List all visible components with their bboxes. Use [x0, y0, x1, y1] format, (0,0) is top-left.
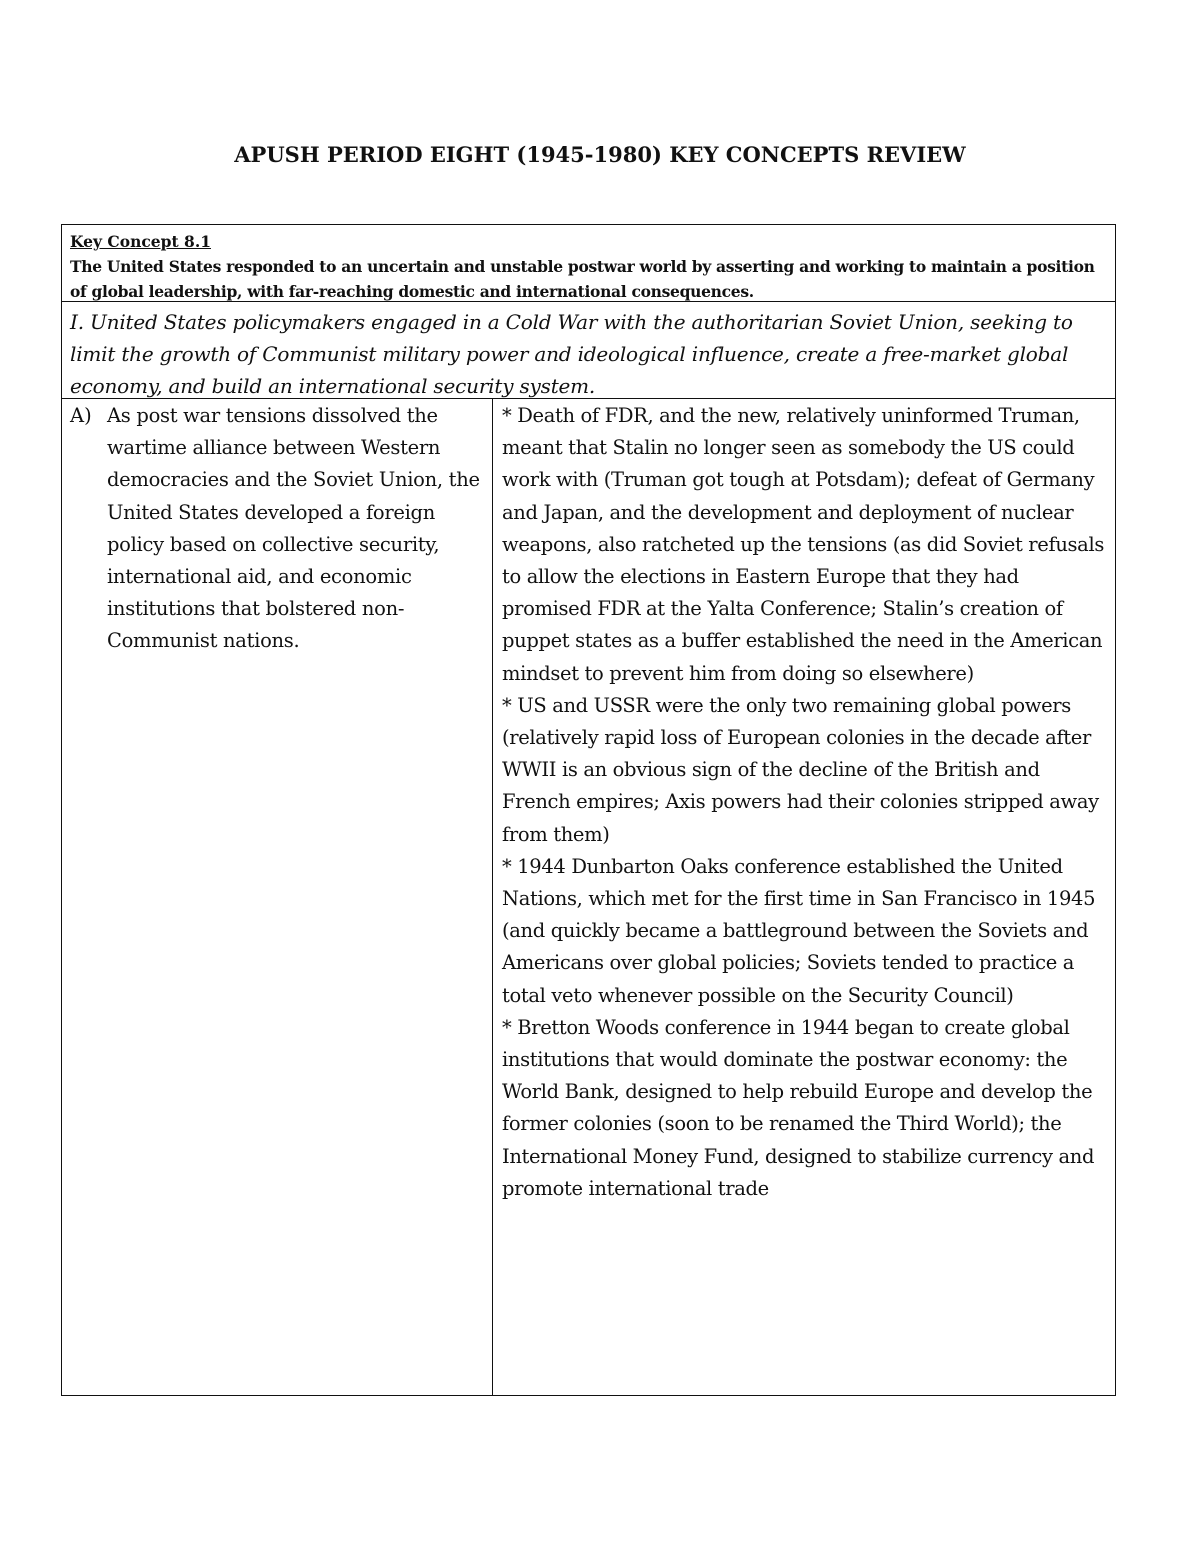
key-concept-cell [62, 225, 1115, 302]
column-divider [492, 399, 493, 1395]
key-concept-heading: Key Concept 8.1 [70, 232, 211, 251]
concept-a-cell [70, 400, 480, 658]
concept-a-text: As post war tensions dissolved the wartime alliance between Western democracies and the Soviet Union, the United States developed a foreign policy based on collective security, international aid, and economic institutions that bolstered non-Communist nations. [107, 404, 480, 653]
notes-cell [502, 400, 1112, 1205]
key-concept-statement: The United States responded to an uncertain and unstable postwar world by asserting and working to maintain a position of global leadership, with far-reaching domestic and international consequences. [70, 257, 1095, 301]
note-item: * 1944 Dunbarton Oaks conference established the United Nations, which met for the first time in San Francisco in 1945 (and quickly became a battleground between the Soviets and Americans over global policies; Soviets tended to practice a total veto whenever possible on the Security Council) [502, 854, 1096, 1007]
note-item: * US and USSR were the only two remaining global powers (relatively rapid loss of European colonies in the decade after WWII is an obvious sign of the decline of the British and French empires; Axis powers had their colonies stripped away from them) [502, 693, 1099, 846]
theme-cell: I. United States policymakers engaged in a Cold War with the authoritarian Soviet Union, seeking to limit the growth of Communist military power and ideological influence, create a free-market global economy, and build an international security system. [62, 302, 1115, 399]
note-item: * Death of FDR, and the new, relatively uninformed Truman, meant that Stalin no longer seen as somebody the US could work with (Truman got tough at Potsdam); defeat of Germany and Japan, and the development and deployment of nuclear weapons, also ratcheted up the tensions (as did Soviet refusals to allow the elections in Eastern Europe that they had promised FDR at the Yalta Conference; Stalin’s creation of puppet states as a buffer established the need in the American mindset to prevent him from doing so elsewhere) [502, 404, 1104, 685]
document-title: APUSH PERIOD EIGHT (1945-1980) KEY CONCEPTS REVIEW [234, 142, 966, 167]
note-item: * Bretton Woods conference in 1944 began to create global institutions that would dominate the postwar economy: the World Bank, designed to help rebuild Europe and develop the former colonies (soon to be renamed the Third World); the International Money Fund, designed to stabilize currency and promote international trade [502, 1015, 1095, 1200]
concept-a-label: A) [70, 404, 92, 427]
concepts-table [61, 224, 1116, 1396]
